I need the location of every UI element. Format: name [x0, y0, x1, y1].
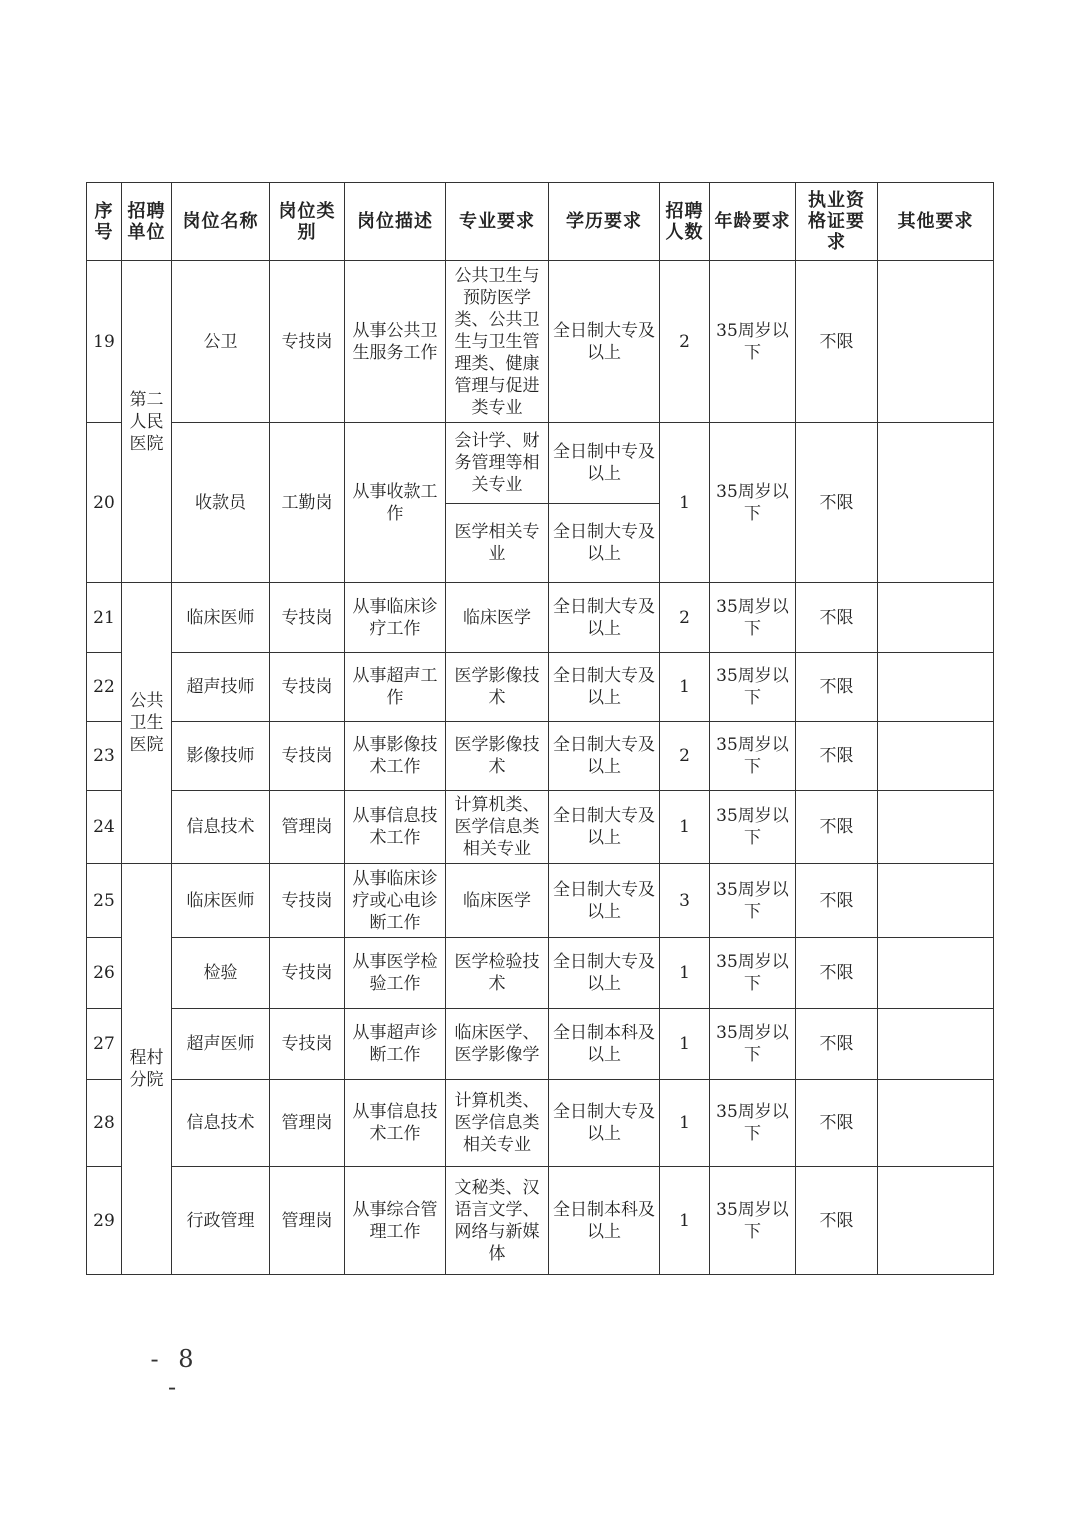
education-requirement: 全日制本科及以上 [549, 1009, 660, 1080]
position-description: 从事公共卫生服务工作 [345, 261, 446, 423]
education-requirement: 全日制大专及以上 [549, 504, 660, 583]
header-cell: 岗位名称 [172, 183, 270, 261]
hiring-count: 1 [660, 1167, 710, 1275]
education-requirement: 全日制大专及以上 [549, 722, 660, 791]
major-requirement: 医学影像技术 [446, 653, 549, 722]
certificate-requirement: 不限 [796, 423, 878, 583]
certificate-requirement: 不限 [796, 1080, 878, 1167]
major-requirement: 医学影像技术 [446, 722, 549, 791]
table-header-row [87, 183, 994, 261]
hiring-count: 2 [660, 583, 710, 653]
age-requirement: 35周岁以下 [710, 791, 796, 864]
recruitment-table [86, 182, 994, 1275]
position-name: 信息技术 [172, 1080, 270, 1167]
position-description: 从事综合管理工作 [345, 1167, 446, 1275]
position-category: 管理岗 [270, 1080, 345, 1167]
row-number: 29 [87, 1167, 122, 1275]
other-requirement [878, 1167, 994, 1275]
table-row [87, 583, 994, 653]
table-row [87, 791, 994, 864]
row-number: 19 [87, 261, 122, 423]
other-requirement [878, 791, 994, 864]
hiring-count: 1 [660, 653, 710, 722]
major-requirement: 计算机类、医学信息类相关专业 [446, 1080, 549, 1167]
table-row [87, 423, 994, 504]
position-name: 检验 [172, 938, 270, 1009]
position-description: 从事超声诊断工作 [345, 1009, 446, 1080]
position-description: 从事信息技术工作 [345, 791, 446, 864]
hiring-count: 1 [660, 1009, 710, 1080]
position-category: 专技岗 [270, 261, 345, 423]
other-requirement [878, 1080, 994, 1167]
header-cell: 执业资格证要求 [796, 183, 878, 261]
major-requirement: 会计学、财务管理等相关专业 [446, 423, 549, 504]
major-requirement: 医学检验技术 [446, 938, 549, 1009]
certificate-requirement: 不限 [796, 583, 878, 653]
header-cell: 年龄要求 [710, 183, 796, 261]
position-description: 从事临床诊疗或心电诊断工作 [345, 864, 446, 938]
header-cell: 岗位类别 [270, 183, 345, 261]
position-name: 超声医师 [172, 1009, 270, 1080]
row-number: 28 [87, 1080, 122, 1167]
position-description: 从事信息技术工作 [345, 1080, 446, 1167]
row-number: 22 [87, 653, 122, 722]
age-requirement: 35周岁以下 [710, 1009, 796, 1080]
header-cell: 学历要求 [549, 183, 660, 261]
position-category: 专技岗 [270, 1009, 345, 1080]
position-description: 从事临床诊疗工作 [345, 583, 446, 653]
position-name: 收款员 [172, 423, 270, 583]
major-requirement: 计算机类、医学信息类相关专业 [446, 791, 549, 864]
major-requirement: 临床医学 [446, 583, 549, 653]
other-requirement [878, 583, 994, 653]
education-requirement: 全日制中专及以上 [549, 423, 660, 504]
position-name: 临床医师 [172, 583, 270, 653]
position-category: 专技岗 [270, 864, 345, 938]
position-description: 从事影像技术工作 [345, 722, 446, 791]
position-description: 从事收款工作 [345, 423, 446, 583]
row-number: 23 [87, 722, 122, 791]
other-requirement [878, 423, 994, 583]
certificate-requirement: 不限 [796, 653, 878, 722]
table-row [87, 1080, 994, 1167]
hiring-count: 1 [660, 423, 710, 583]
certificate-requirement: 不限 [796, 261, 878, 423]
position-description: 从事医学检验工作 [345, 938, 446, 1009]
row-number: 25 [87, 864, 122, 938]
age-requirement: 35周岁以下 [710, 261, 796, 423]
age-requirement: 35周岁以下 [710, 653, 796, 722]
position-name: 超声技师 [172, 653, 270, 722]
education-requirement: 全日制大专及以上 [549, 261, 660, 423]
other-requirement [878, 722, 994, 791]
major-requirement: 医学相关专业 [446, 504, 549, 583]
hiring-count: 1 [660, 791, 710, 864]
age-requirement: 35周岁以下 [710, 864, 796, 938]
position-category: 管理岗 [270, 791, 345, 864]
education-requirement: 全日制本科及以上 [549, 1167, 660, 1275]
other-requirement [878, 1009, 994, 1080]
hiring-count: 1 [660, 938, 710, 1009]
other-requirement [878, 261, 994, 423]
certificate-requirement: 不限 [796, 864, 878, 938]
row-number: 27 [87, 1009, 122, 1080]
certificate-requirement: 不限 [796, 722, 878, 791]
major-requirement: 临床医学、医学影像学 [446, 1009, 549, 1080]
table-row [87, 653, 994, 722]
unit-cell: 程村分院 [122, 864, 172, 1275]
age-requirement: 35周岁以下 [710, 1080, 796, 1167]
position-name: 信息技术 [172, 791, 270, 864]
hiring-count: 3 [660, 864, 710, 938]
row-number: 21 [87, 583, 122, 653]
position-name: 临床医师 [172, 864, 270, 938]
certificate-requirement: 不限 [796, 1167, 878, 1275]
hiring-count: 1 [660, 1080, 710, 1167]
age-requirement: 35周岁以下 [710, 938, 796, 1009]
age-requirement: 35周岁以下 [710, 423, 796, 583]
other-requirement [878, 864, 994, 938]
education-requirement: 全日制大专及以上 [549, 938, 660, 1009]
position-category: 专技岗 [270, 722, 345, 791]
header-cell: 招聘人数 [660, 183, 710, 261]
position-category: 专技岗 [270, 583, 345, 653]
table-row [87, 1009, 994, 1080]
header-cell: 招聘单位 [122, 183, 172, 261]
age-requirement: 35周岁以下 [710, 722, 796, 791]
hiring-count: 2 [660, 261, 710, 423]
major-requirement: 文秘类、汉语言文学、网络与新媒体 [446, 1167, 549, 1275]
position-category: 工勤岗 [270, 423, 345, 583]
row-number: 20 [87, 423, 122, 583]
age-requirement: 35周岁以下 [710, 1167, 796, 1275]
education-requirement: 全日制大专及以上 [549, 791, 660, 864]
education-requirement: 全日制大专及以上 [549, 1080, 660, 1167]
table-row [87, 938, 994, 1009]
hiring-count: 2 [660, 722, 710, 791]
table-row [87, 261, 994, 423]
table-row [87, 722, 994, 791]
education-requirement: 全日制大专及以上 [549, 583, 660, 653]
position-name: 公卫 [172, 261, 270, 423]
header-cell: 专业要求 [446, 183, 549, 261]
other-requirement [878, 653, 994, 722]
major-requirement: 公共卫生与预防医学类、公共卫生与卫生管理类、健康管理与促进类专业 [446, 261, 549, 423]
age-requirement: 35周岁以下 [710, 583, 796, 653]
education-requirement: 全日制大专及以上 [549, 653, 660, 722]
row-number: 26 [87, 938, 122, 1009]
other-requirement [878, 938, 994, 1009]
unit-cell: 公共卫生医院 [122, 583, 172, 864]
header-cell: 其他要求 [878, 183, 994, 261]
position-description: 从事超声工作 [345, 653, 446, 722]
position-name: 行政管理 [172, 1167, 270, 1275]
major-requirement: 临床医学 [446, 864, 549, 938]
table-row [87, 1167, 994, 1275]
position-name: 影像技师 [172, 722, 270, 791]
position-category: 管理岗 [270, 1167, 345, 1275]
page-number: - 8 - [150, 1345, 200, 1401]
unit-cell: 第二人民医院 [122, 261, 172, 583]
header-cell: 岗位描述 [345, 183, 446, 261]
certificate-requirement: 不限 [796, 791, 878, 864]
certificate-requirement: 不限 [796, 1009, 878, 1080]
position-category: 专技岗 [270, 938, 345, 1009]
row-number: 24 [87, 791, 122, 864]
education-requirement: 全日制大专及以上 [549, 864, 660, 938]
header-cell: 序号 [87, 183, 122, 261]
certificate-requirement: 不限 [796, 938, 878, 1009]
position-category: 专技岗 [270, 653, 345, 722]
table-row [87, 864, 994, 938]
